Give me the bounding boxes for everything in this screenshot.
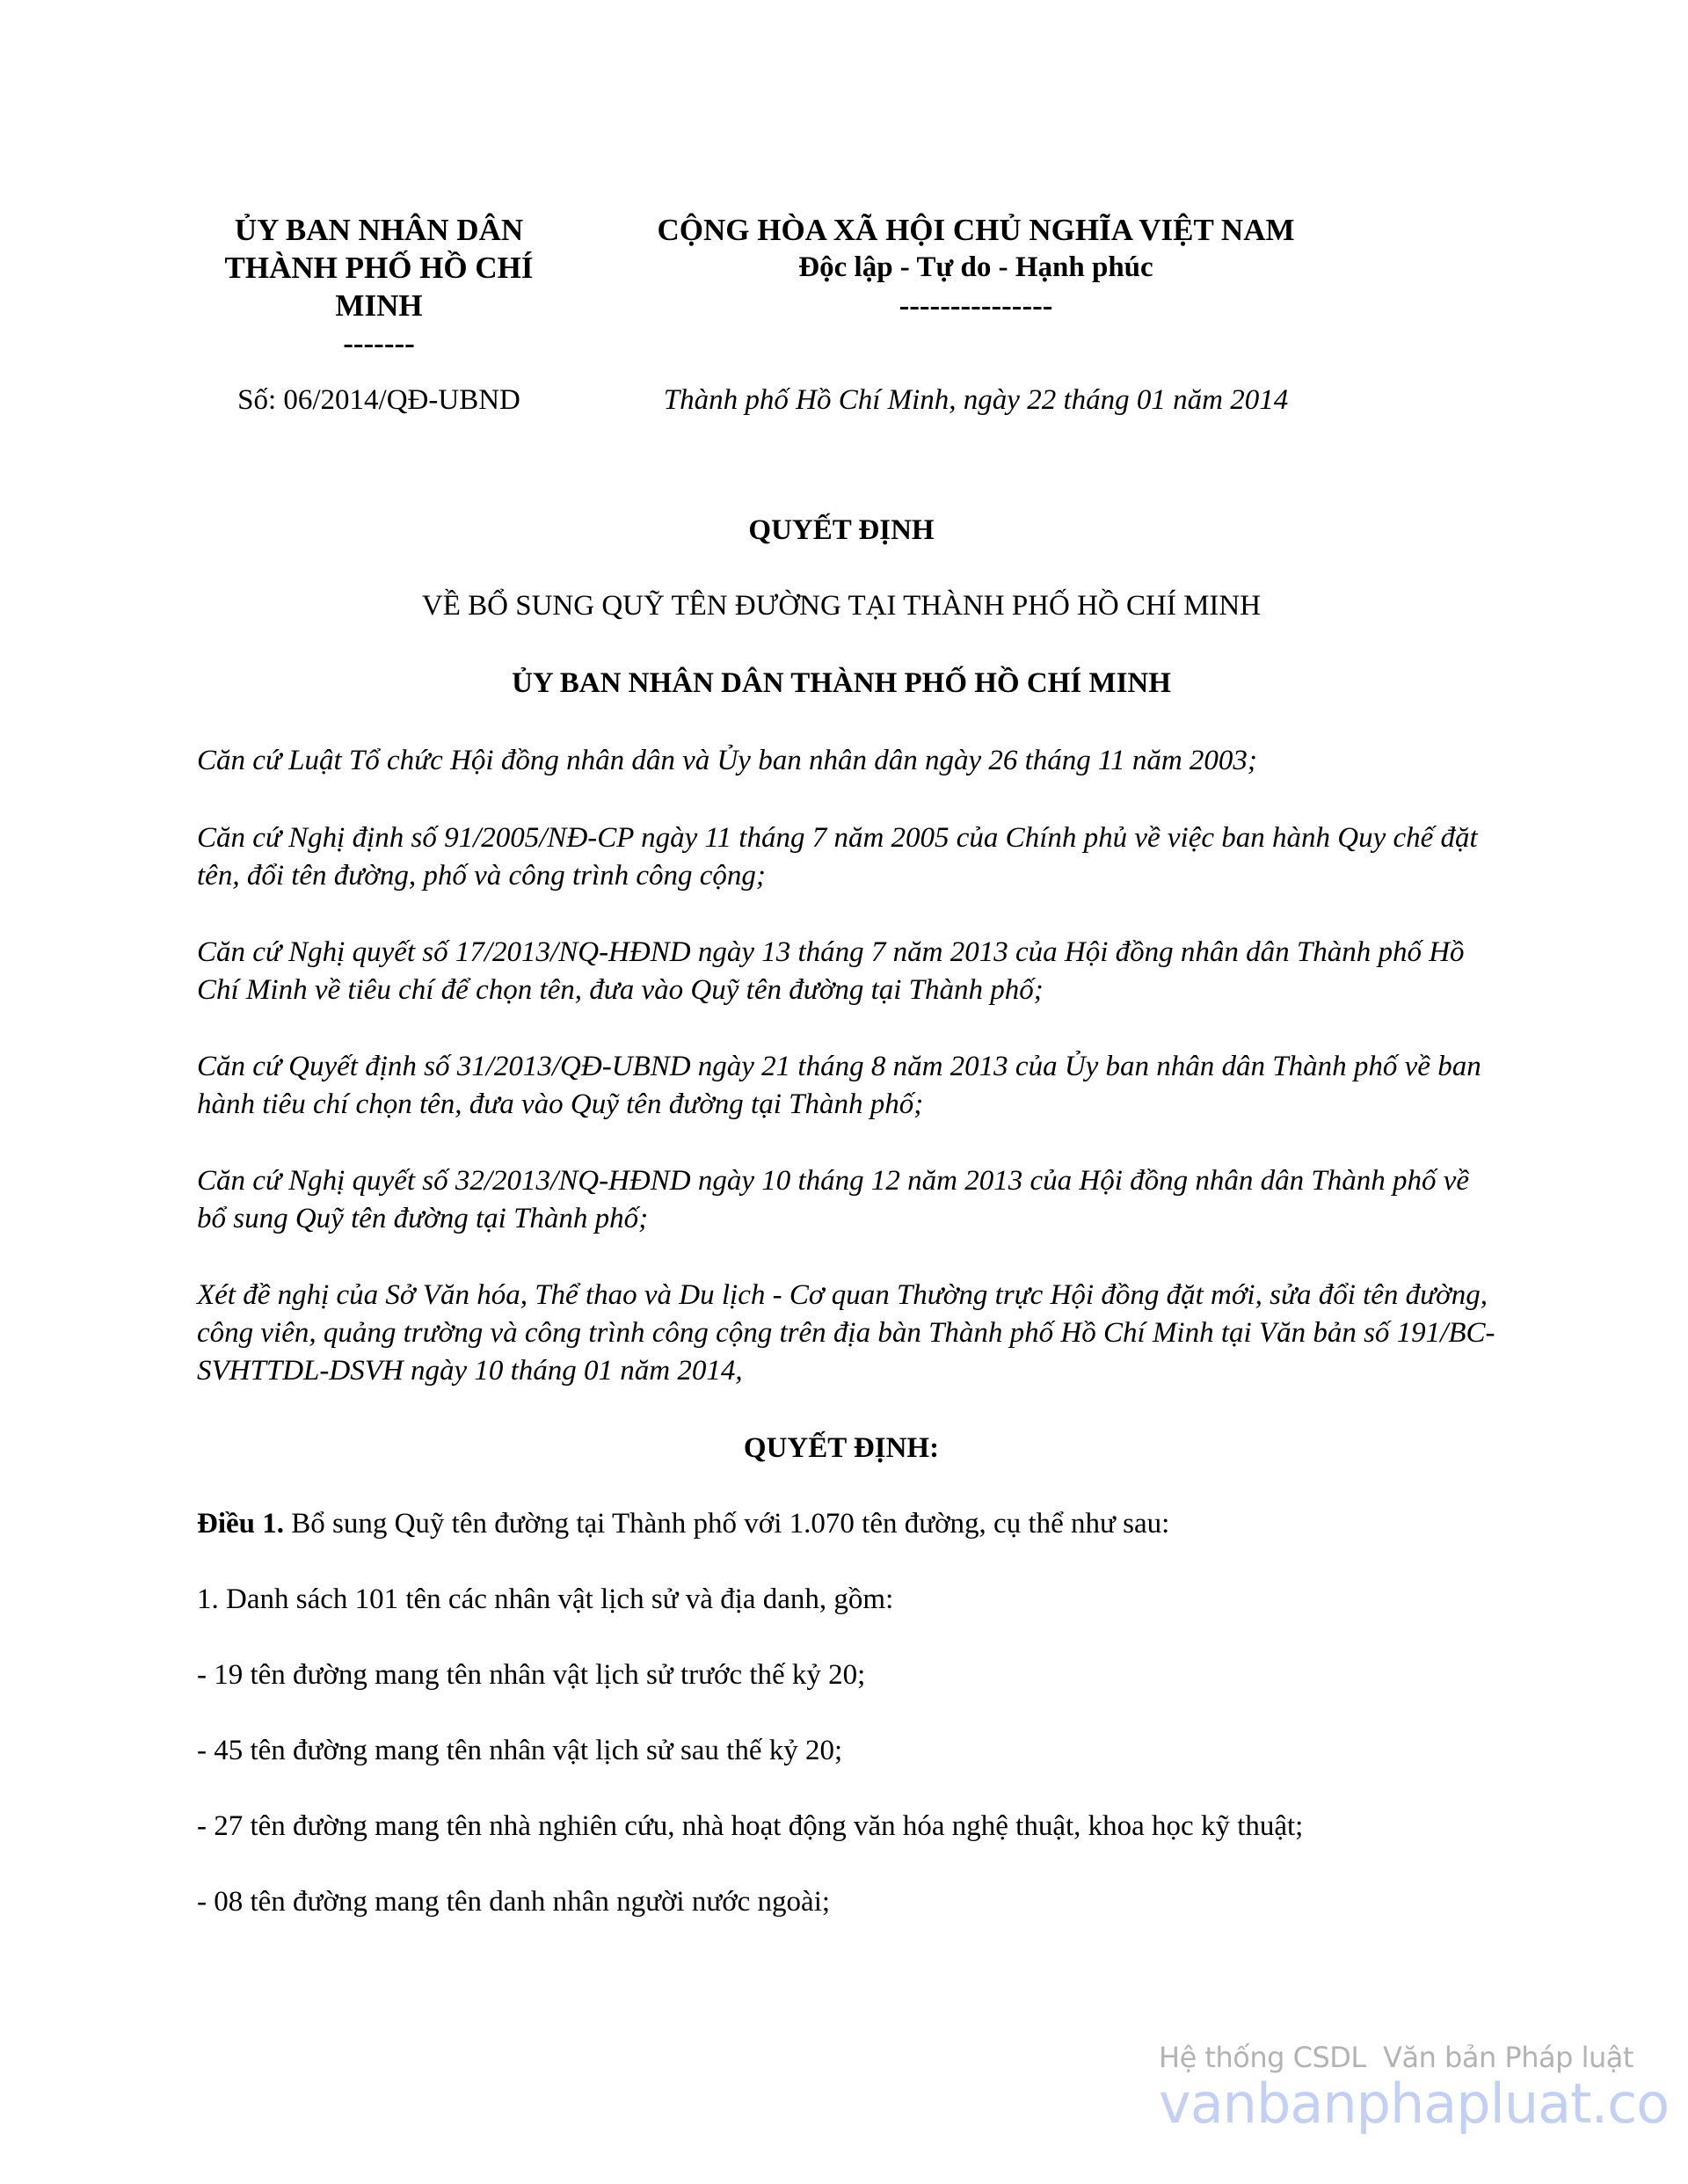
national-motto: Độc lập - Tự do - Hạnh phúc <box>798 251 1153 283</box>
document-number: Số: 06/2014/QĐ-UBND <box>237 384 520 416</box>
issuer-block <box>207 211 550 362</box>
preamble-paragraph: Xét đề nghị của Sở Văn hóa, Thể thao và Du lịch - Cơ quan Thường trực Hội đồng đặt mới, sửa đổi tên đường, công viên, quảng trường và công trình công cộng trên địa bàn Thành phố Hồ Chí Minh tại Văn bản số 191/BC- SVHTTDL-DSVH ngày 10 tháng 01 năm 2014, <box>197 1279 1495 1387</box>
preamble-paragraph: Căn cứ Nghị quyết số 32/2013/NQ-HĐND ngày 10 tháng 12 năm 2013 của Hội đồng nhân dân Thành phố về bổ sung Quỹ tên đường tại Thành phố; <box>197 1165 1470 1234</box>
national-heading-block <box>615 211 1336 324</box>
motto-separator: --------------- <box>899 288 1053 323</box>
list-item: - 27 tên đường mang tên nhà nghiên cứu, nhà hoạt động văn hóa nghệ thuật, khoa học kỹ thuật; <box>197 1810 1304 1842</box>
article-1-label: Điều 1. <box>197 1508 284 1540</box>
watermark-caption: Hệ thống CSDL Văn bản Pháp luật <box>1159 2041 1633 2074</box>
article-1 <box>197 1505 1498 1543</box>
list-item: - 08 tên đường mang tên danh nhân người nước ngoài; <box>197 1886 831 1918</box>
issuer-line-3: MINH <box>335 288 423 323</box>
watermark <box>1159 2040 1686 2136</box>
watermark-site: vanbanphapluat.co <box>1159 2071 1670 2136</box>
issuer-separator: ------- <box>343 326 415 360</box>
list-item: - 45 tên đường mang tên nhân vật lịch sử sau thế kỷ 20; <box>197 1735 843 1766</box>
preamble-paragraph: Căn cứ Nghị quyết số 17/2013/NQ-HĐND ngày 13 tháng 7 năm 2013 của Hội đồng nhân dân Thành phố Hồ Chí Minh về tiêu chí để chọn tên, đưa vào Quỹ tên đường tại Thành phố; <box>197 936 1465 1006</box>
issuer-line-1: ỦY BAN NHÂN DÂN <box>234 213 524 247</box>
document-subject: VỀ BỔ SUNG QUỸ TÊN ĐƯỜNG TẠI THÀNH PHỐ HỒ CHÍ MINH <box>421 590 1262 622</box>
decision-heading: QUYẾT ĐỊNH: <box>743 1432 940 1464</box>
issuer-line-2: THÀNH PHỐ HỒ CHÍ <box>224 251 534 285</box>
document-type-title: QUYẾT ĐỊNH <box>748 514 935 546</box>
issuing-authority: ỦY BAN NHÂN DÂN THÀNH PHỐ HỒ CHÍ MINH <box>512 667 1171 699</box>
country-name: CỘNG HÒA XÃ HỘI CHỦ NGHĨA VIỆT NAM <box>657 213 1295 247</box>
preamble-paragraph: Căn cứ Quyết định số 31/2013/QĐ-UBND ngày 21 tháng 8 năm 2013 của Ủy ban nhân dân Thành phố về ban hành tiêu chí chọn tên, đưa vào Quỹ tên đường tại Thành phố; <box>197 1051 1481 1120</box>
preamble-paragraph: Căn cứ Luật Tổ chức Hội đồng nhân dân và Ủy ban nhân dân ngày 26 tháng 11 năm 2003; <box>197 745 1257 776</box>
place-and-date: Thành phố Hồ Chí Minh, ngày 22 tháng 01 năm 2014 <box>663 384 1289 416</box>
list-item: - 19 tên đường mang tên nhân vật lịch sử trước thế kỷ 20; <box>197 1659 866 1691</box>
list-intro: 1. Danh sách 101 tên các nhân vật lịch sử và địa danh, gồm: <box>197 1583 894 1615</box>
preamble-paragraph: Căn cứ Nghị định số 91/2005/NĐ-CP ngày 11 tháng 7 năm 2005 của Chính phủ về việc ban hành Quy chế đặt tên, đổi tên đường, phố và công trình công cộng; <box>197 822 1478 892</box>
article-1-text: Bổ sung Quỹ tên đường tại Thành phố với 1.070 tên đường, cụ thể như sau: <box>284 1508 1170 1540</box>
